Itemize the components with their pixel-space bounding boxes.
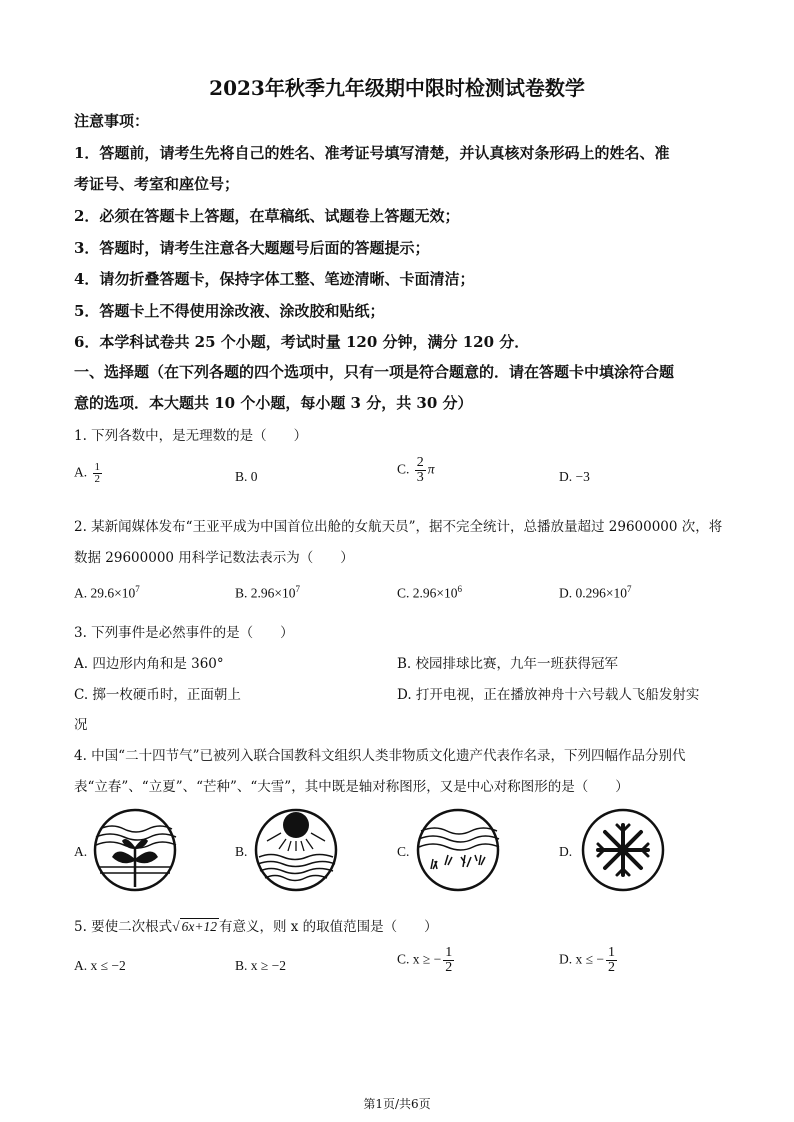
notice-line-1b: 考证号、考室和座位号； bbox=[74, 175, 240, 193]
page-title: 2023年秋季九年级期中限时检测试卷数学 bbox=[209, 76, 585, 100]
notice-line-3: 3．答题时，请考生注意各大题题号后面的答题提示； bbox=[74, 239, 430, 257]
page-footer: 第1页/共6页 bbox=[363, 1097, 431, 1111]
q4-image-b bbox=[253, 807, 339, 893]
notice-line-1a: 1．答题前，请考生先将自己的姓名、准考证号填写清楚，并认真核对条形码上的姓名、准 bbox=[74, 144, 670, 162]
q3-option-d: D. 打开电视，正在播放神舟十六号载人飞船发射实 bbox=[397, 687, 700, 703]
q2-option-c: C. $2.96\times 10^6$ bbox=[397, 584, 462, 601]
q1-option-a: A. $\frac{1}{2}$ bbox=[74, 461, 100, 485]
q1-option-c: C. $\frac{2}{3}$ π bbox=[397, 455, 435, 485]
notice-line-5: 5．答题卡上不得使用涂改液、涂改胶和贴纸； bbox=[74, 302, 385, 320]
notice-line-6: 6．本学科试卷共 25 个小题，考试时量 120 分钟，满分 120 分． bbox=[74, 333, 530, 351]
notice-line-2: 2．必须在答题卡上答题，在草稿纸、试题卷上答题无效； bbox=[74, 207, 460, 225]
q5-option-c: C. x ≥ − $\frac{1}{2}$ bbox=[397, 945, 453, 975]
q2-option-a: A. $29.6\times 10^7$ bbox=[74, 584, 140, 601]
q3-stem: 3. 下列事件是必然事件的是（ ） bbox=[74, 625, 294, 641]
q5-option-a: A. x ≤ −2 bbox=[74, 958, 126, 973]
q2-option-b: B. $2.96\times 10^7$ bbox=[235, 584, 300, 601]
q1-option-d: D. −3 bbox=[559, 469, 590, 484]
q4-option-b-label: B. bbox=[235, 844, 248, 859]
q1-option-b: B. 0 bbox=[235, 469, 258, 484]
q4-option-c-label: C. bbox=[397, 844, 410, 859]
q5-stem: 5. 要使二次根式√ 6x+12 有意义，则 x 的取值范围是（ ） bbox=[74, 919, 438, 935]
section-heading-1: 一、选择题（在下列各题的四个选项中，只有一项是符合题意的．请在答题卡中填涂符合题 bbox=[74, 363, 675, 381]
q4-option-d-label: D. bbox=[559, 844, 573, 859]
q3-option-a: A. 四边形内角和是 360° bbox=[74, 656, 224, 672]
notice-heading: 注意事项： bbox=[74, 112, 150, 130]
q2-stem-1: 2. 某新闻媒体发布“王亚平成为中国首位出舱的女航天员”，据不完全统计，总播放量超过 29600000 次，将 bbox=[74, 519, 723, 535]
q1-stem: 1. 下列各数中，是无理数的是（ ） bbox=[74, 428, 308, 444]
notice-line-4: 4．请勿折叠答题卡，保持字体工整、笔迹清晰、卡面清洁； bbox=[74, 270, 475, 288]
q4-image-a bbox=[92, 807, 178, 893]
q3-option-c: C. 掷一枚硬币时，正面朝上 bbox=[74, 687, 241, 703]
q4-option-a-label: A. bbox=[74, 844, 88, 859]
q2-option-d: D. $0.296\times 10^7$ bbox=[559, 584, 632, 601]
q4-stem-2: 表“立春”、“立夏”、“芒种”、“大雪”，其中既是轴对称图形，又是中心对称图形的是（ ） bbox=[74, 779, 629, 795]
q3-option-b: B. 校园排球比赛，九年一班获得冠军 bbox=[397, 656, 619, 672]
q2-stem-2: 数据 29600000 用科学记数法表示为（ ） bbox=[74, 550, 354, 566]
q4-image-d bbox=[580, 807, 666, 893]
q4-stem-1: 4. 中国“二十四节气”已被列入联合国教科文组织人类非物质文化遗产代表作名录，下列四幅作品分别代 bbox=[74, 748, 686, 764]
q3-option-d-cont: 况 bbox=[74, 717, 88, 733]
section-heading-2: 意的选项．本大题共 10 个小题，每小题 3 分，共 30 分） bbox=[74, 394, 473, 412]
q5-option-d: D. x ≤ − $\frac{1}{2}$ bbox=[559, 945, 616, 975]
q4-image-c bbox=[415, 807, 501, 893]
q5-option-b: B. x ≥ −2 bbox=[235, 958, 287, 973]
